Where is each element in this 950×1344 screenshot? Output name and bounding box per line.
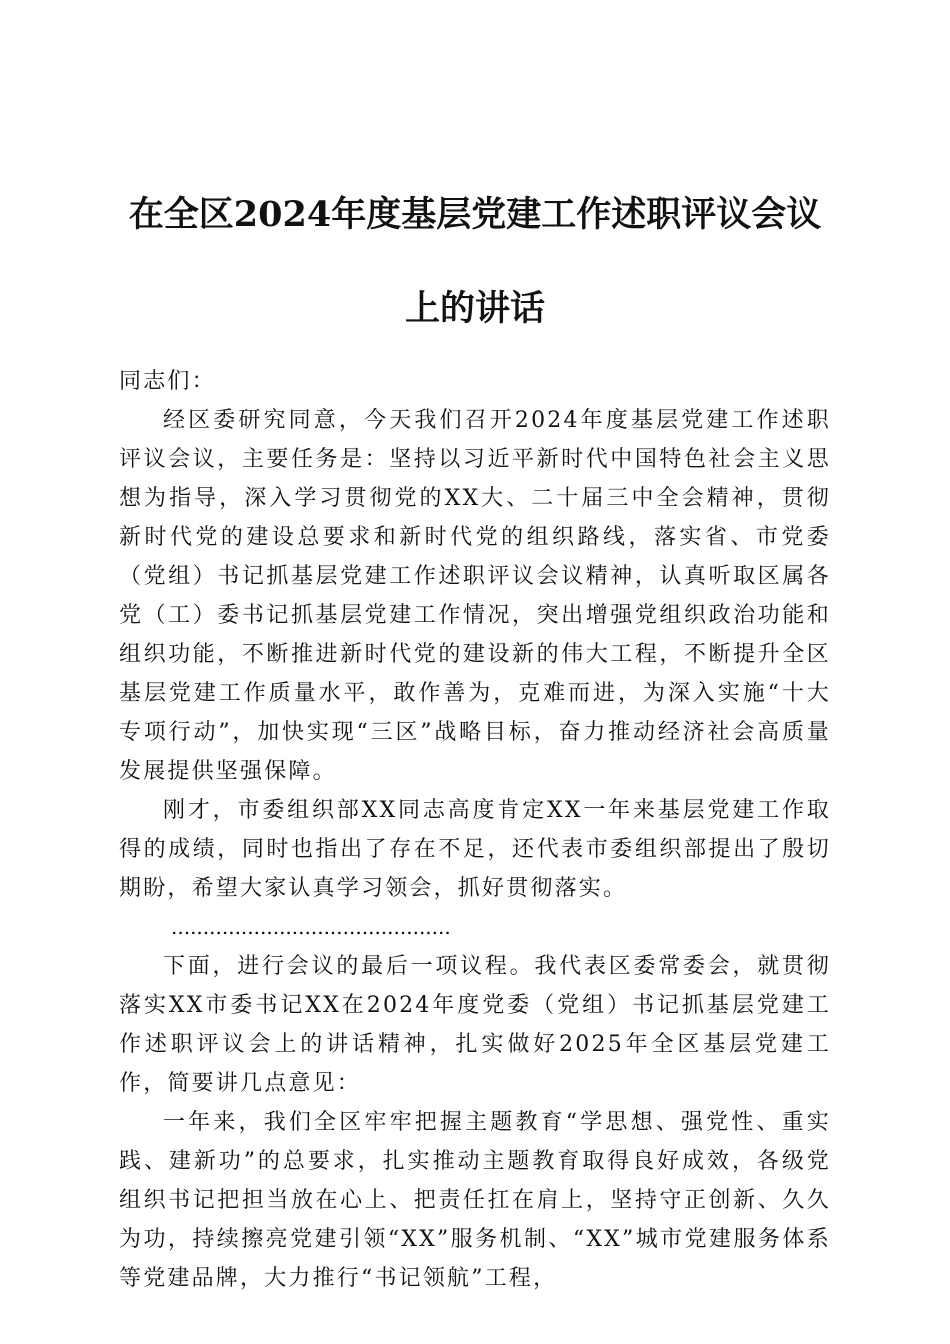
- ellipsis-separator: ............................................: [171, 915, 451, 939]
- salutation: 同志们：: [119, 369, 216, 394]
- paragraph-3: 下面，进行会议的最后一项议程。我代表区委常委会，就贯彻落实XX市委书记XX在2024年度党委（党组）书记抓基层党建工作述职评议会上的讲话精神，扎实做好2025年全区基层党建工作，简要讲几点意见：: [119, 954, 831, 1096]
- title-line-1: 在全区2024年度基层党建工作述职评议会议: [128, 194, 822, 235]
- document-title: [110, 168, 840, 356]
- paragraph-4: 一年来，我们全区牢牢把握主题教育“学思想、强党性、重实践、建新功”的总要求，扎实推动主题教育取得良好成效，各级党组织书记把担当放在心上、把责任扛在肩上，坚持守正创新、久久为功，持续擦亮党建引领“XX”服务机制、“XX”城市党建服务体系等党建品牌，大力推行“书记领航”工程，: [119, 1110, 831, 1291]
- document-body: [119, 362, 831, 1298]
- title-line-2: 上的讲话: [404, 288, 545, 329]
- paragraph-2: 刚才，市委组织部XX同志高度肯定XX一年来基层党建工作取得的成绩，同时也指出了存在不足，还代表市委组织部提出了殷切期盼，希望大家认真学习领会，抓好贯彻落实。: [119, 798, 831, 901]
- paragraph-1: 经区委研究同意，今天我们召开2024年度基层党建工作述职评议会议，主要任务是：坚持以习近平新时代中国特色社会主义思想为指导，深入学习贯彻党的XX大、二十届三中全会精神，贯彻新时代党的建设总要求和新时代党的组织路线，落实省、市党委（党组）书记抓基层党建工作述职评议会议精神，认真听取区属各党（工）委书记抓基层党建工作情况，突出增强党组织政治功能和组织功能，不断推进新时代党的建设新的伟大工程，不断提升全区基层党建工作质量水平，敢作善为，克难而进，为深入实施“十大专项行动”，加快实现“三区”战略目标，奋力推动经济社会高质量发展提供坚强保障。: [119, 408, 831, 784]
